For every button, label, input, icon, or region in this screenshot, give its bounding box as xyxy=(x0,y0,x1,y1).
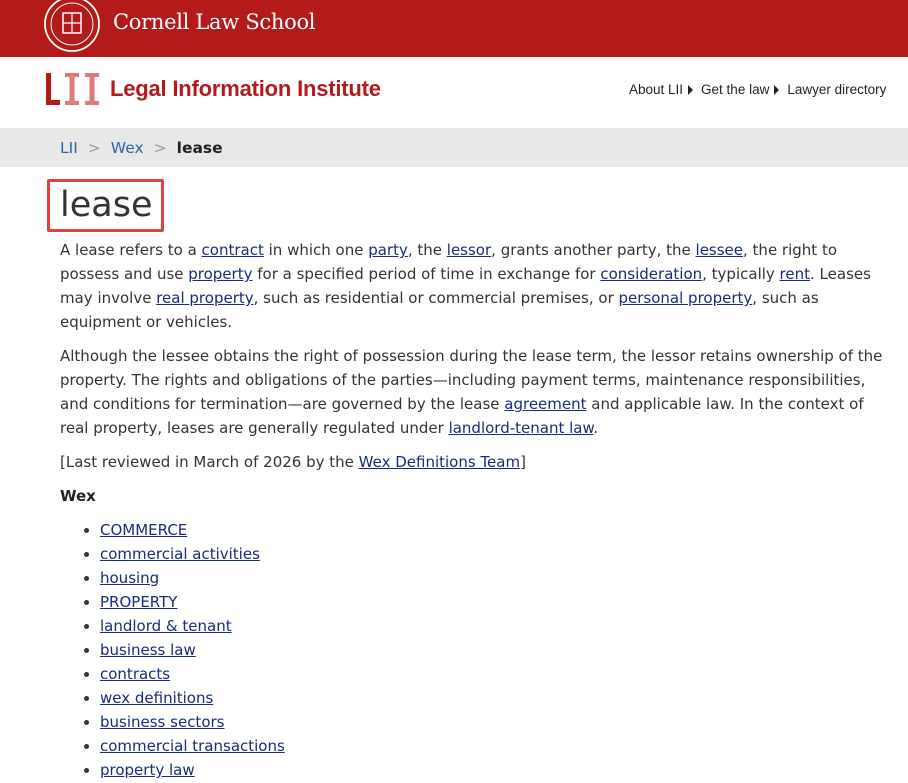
breadcrumb-separator: > xyxy=(153,139,167,157)
wex-link-housing[interactable]: housing xyxy=(100,569,160,587)
link-lessee[interactable]: lessee xyxy=(695,241,744,259)
link-party[interactable]: party xyxy=(368,241,408,259)
wex-link-wex-definitions[interactable]: wex definitions xyxy=(100,689,214,707)
link-landlord-tenant-law[interactable]: landlord-tenant law xyxy=(448,419,594,437)
link-wex-definitions-team[interactable]: Wex Definitions Team xyxy=(358,453,521,471)
caret-right-icon xyxy=(774,85,779,95)
review-note: [Last reviewed in March of 2026 by the Wex Definitions Team] xyxy=(60,453,526,471)
link-agreement[interactable]: agreement xyxy=(504,395,587,413)
link-contract[interactable]: contract xyxy=(201,241,264,259)
top-nav xyxy=(629,82,886,97)
wex-heading: Wex xyxy=(60,487,96,505)
link-rent[interactable]: rent xyxy=(779,265,811,283)
list-item xyxy=(100,518,896,542)
breadcrumb-wex[interactable]: Wex xyxy=(110,139,144,157)
breadcrumb-current: lease xyxy=(176,139,223,157)
link-consideration[interactable]: consideration xyxy=(600,265,703,283)
wex-link-commerce[interactable]: COMMERCE xyxy=(100,521,188,539)
ownership-paragraph: Although the lessee obtains the right of possession during the lease term, the lessor retains ownership of the property. The rights and obligations of the parties—including payment terms, maintenance responsibilities, and conditions for termination—are governed by the lease agreement and applicable law. In the context of real property, leases are generally regulated under landlord-tenant law. xyxy=(60,347,883,437)
definition-paragraph: A lease refers to a contract in which one party, the lessor, grants another party, the lessee, the right to possess and use property for a specified period of time in exchange for consideration, typically rent. Leases may involve real property, such as residential or commercial premises, or personal property, such as equipment or vehicles. xyxy=(60,241,871,331)
cornell-seal-icon[interactable] xyxy=(44,0,100,52)
nav-get-the-law[interactable]: Get the law xyxy=(701,82,787,97)
wex-link-list xyxy=(60,518,896,782)
nav-lawyer-directory[interactable]: Lawyer directory xyxy=(787,82,887,97)
nav-about-lii[interactable]: About LII xyxy=(629,82,701,97)
wex-link-commercial-activities[interactable]: commercial activities xyxy=(100,545,260,563)
caret-right-icon xyxy=(688,85,693,95)
list-item xyxy=(100,614,896,638)
list-item xyxy=(100,566,896,590)
lii-title-link[interactable]: Legal Information Institute xyxy=(110,76,381,101)
link-personal-property[interactable]: personal property xyxy=(618,289,753,307)
link-real-property[interactable]: real property xyxy=(156,289,254,307)
link-property[interactable]: property xyxy=(188,265,253,283)
link-lessor[interactable]: lessor xyxy=(446,241,492,259)
breadcrumb-separator: > xyxy=(87,139,101,157)
list-item xyxy=(100,686,896,710)
wex-link-property-law[interactable]: property law xyxy=(100,761,195,779)
wex-link-commercial-transactions[interactable]: commercial transactions xyxy=(100,737,285,755)
wex-link-contracts[interactable]: contracts xyxy=(100,665,171,683)
list-item xyxy=(100,734,896,758)
wex-link-business-sectors[interactable]: business sectors xyxy=(100,713,225,731)
wex-link-property[interactable]: PROPERTY xyxy=(100,593,178,611)
cornell-law-school-link[interactable]: Cornell Law School xyxy=(113,10,316,34)
breadcrumb xyxy=(60,139,223,157)
lii-logo-icon[interactable] xyxy=(45,72,101,106)
wex-link-business-law[interactable]: business law xyxy=(100,641,196,659)
list-item xyxy=(100,710,896,734)
list-item xyxy=(100,758,896,782)
page-title: lease xyxy=(60,185,153,225)
main-content xyxy=(60,238,896,782)
list-item xyxy=(100,638,896,662)
breadcrumb-lii[interactable]: LII xyxy=(60,139,78,157)
list-item xyxy=(100,590,896,614)
list-item xyxy=(100,662,896,686)
list-item xyxy=(100,542,896,566)
cornell-topbar xyxy=(0,0,908,57)
wex-link-landlord-tenant[interactable]: landlord & tenant xyxy=(100,617,232,635)
